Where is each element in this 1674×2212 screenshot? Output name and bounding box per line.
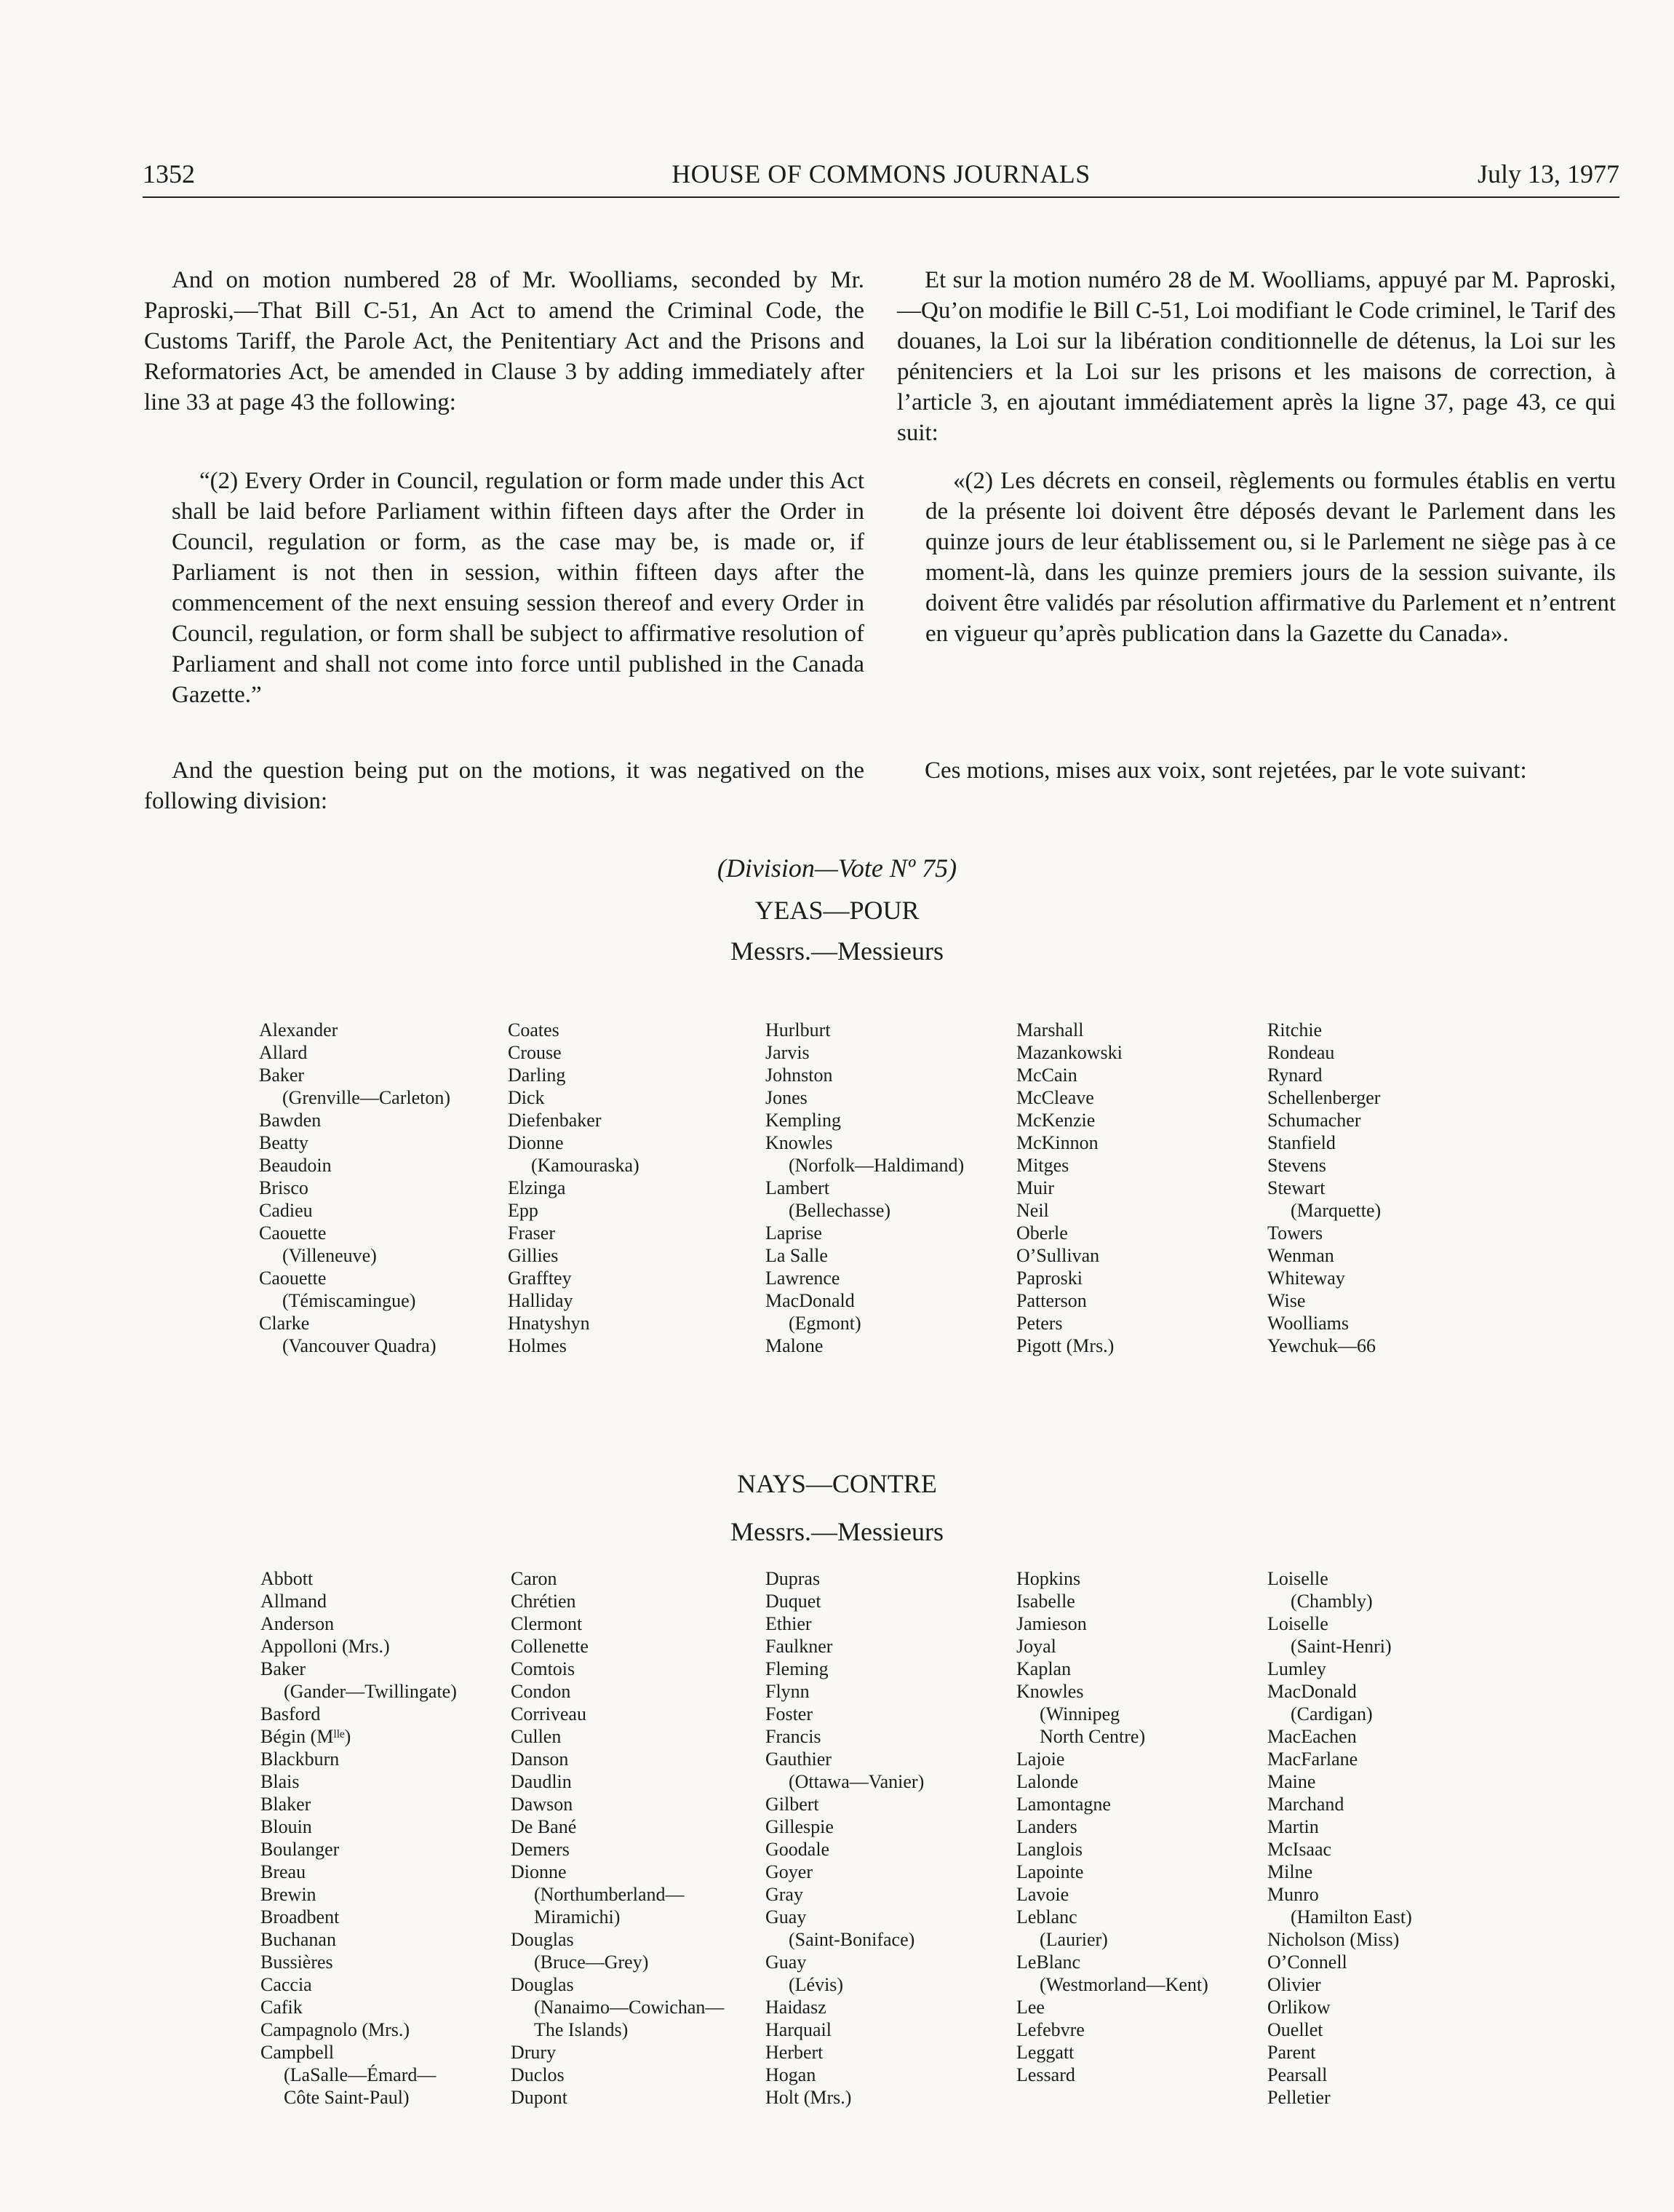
yea-member-name: (Norfolk—Haldimand) [789,1155,965,1176]
yea-member-name: O’Sullivan [1016,1245,1100,1266]
nay-member-name: Isabelle [1016,1591,1075,1612]
nay-member-name: Comtois [511,1658,575,1679]
yea-member-name: Beatty [259,1132,308,1153]
nay-member-name: Munro [1267,1884,1319,1905]
yea-member-name: Crouse [508,1042,562,1063]
yea-column [765,1019,964,1357]
nay-member-name: Lumley [1267,1658,1326,1679]
yeas-messrs-label: Messrs.—Messieurs [730,936,944,966]
nay-member-name: O’Connell [1267,1952,1347,1973]
page-number: 1352 [143,159,195,188]
nay-member-name: Gauthier [765,1748,832,1770]
nay-member-name: Lee [1016,1997,1045,2018]
yea-member-name: La Salle [765,1245,828,1266]
nay-member-name: (Nanaimo—Cowichan— [534,1997,725,2018]
yea-member-name: Coates [508,1019,559,1041]
yea-member-name: (Egmont) [789,1313,861,1334]
nay-member-name: Buchanan [260,1929,336,1950]
page-header [143,159,1619,196]
nay-member-name: The Islands) [534,2019,629,2040]
yea-member-name: Rondeau [1267,1042,1335,1063]
yea-member-name: Epp [508,1200,538,1221]
nay-member-name: Fleming [765,1658,829,1679]
yea-member-name: Malone [765,1335,824,1356]
nay-member-name: Guay [765,1906,807,1927]
nay-member-name: Douglas [511,1974,574,1995]
nay-member-name: (Laurier) [1040,1929,1108,1950]
yea-member-name: Hurlburt [765,1019,831,1041]
nay-member-name: Goyer [765,1861,813,1882]
yea-member-name: Pigott (Mrs.) [1016,1335,1115,1356]
nay-member-name: Foster [765,1703,813,1724]
nay-member-name: Parent [1267,2042,1316,2063]
nay-member-name: Lavoie [1016,1884,1069,1905]
nay-member-name: Lalonde [1016,1771,1079,1792]
nay-member-name: Ethier [765,1613,812,1634]
nay-member-name: Broadbent [260,1906,340,1927]
nay-member-name: (Gander—Twillingate) [284,1681,457,1702]
english-question: And the question being put on the motions, it was negatived on the following division: [144,757,864,814]
yea-member-name: Neil [1016,1200,1049,1221]
nay-member-name: (Winnipeg [1040,1703,1120,1724]
nay-column [260,1567,457,2109]
yea-member-name: Whiteway [1267,1268,1345,1289]
yea-member-name: Fraser [508,1222,555,1244]
nay-member-name: Gillespie [765,1816,834,1837]
nay-member-name: Flynn [765,1681,810,1702]
nay-member-name: MacDonald [1267,1681,1357,1702]
nay-member-name: Jamieson [1016,1613,1087,1634]
french-question: Ces motions, mises aux voix, sont rejetées, par le vote suivant: [925,757,1527,784]
nay-member-name: (Lévis) [789,1974,844,1995]
yea-member-name: (Vancouver Quadra) [282,1335,437,1356]
nay-member-name: Campagnolo (Mrs.) [260,2019,410,2040]
yea-member-name: (Bellechasse) [789,1200,891,1221]
yea-member-name: Stevens [1267,1155,1326,1176]
yea-member-name: McKinnon [1016,1132,1099,1153]
nay-member-name: (Northumberland— [534,1884,685,1905]
yea-member-name: Jones [765,1087,808,1108]
yea-member-name: Oberle [1016,1222,1068,1244]
nay-member-name: (Saint-Henri) [1291,1636,1392,1657]
english-quoted-amendment: “(2) Every Order in Council, regulation or form made under this Act shall be laid before Parliament within fifteen days after the Order in Council, regulation or form, as the case may be, is made or, if Parliament is not then in session, within fifteen days after the commencement of the next ensuing session thereof and every Order in Council, regulation, or form shall be subject to affirmative resolution of Parliament and shall not come into force until published in the Canada Gazette.” [172,468,864,708]
nay-member-name: Hopkins [1016,1568,1081,1589]
nay-member-name: Lajoie [1016,1748,1065,1770]
yea-member-name: Mitges [1016,1155,1069,1176]
nay-member-name: Goodale [765,1839,830,1860]
nay-member-name: Olivier [1267,1974,1321,1995]
yea-member-name: Gillies [508,1245,559,1266]
yea-member-name: Wise [1267,1290,1306,1311]
yea-column [259,1019,450,1357]
nay-member-name: Haidasz [765,1997,826,2018]
yea-member-name: Beaudoin [259,1155,332,1176]
nay-member-name: Nicholson (Miss) [1267,1929,1400,1950]
nay-member-name: LeBlanc [1016,1952,1081,1973]
nay-member-name: Danson [511,1748,569,1770]
yea-column [1016,1019,1123,1357]
nay-member-name: Gilbert [765,1794,819,1815]
nay-member-name: Baker [260,1658,306,1679]
nay-member-name: Leggatt [1016,2042,1075,2063]
nay-member-name: Caron [511,1568,557,1589]
nay-member-name: North Centre) [1040,1726,1146,1747]
yea-member-name: Kempling [765,1110,841,1131]
nay-member-name: Daudlin [511,1771,572,1792]
nay-column [511,1567,724,2109]
nay-member-name: Abbott [260,1568,314,1589]
yea-member-name: Cadieu [259,1200,313,1221]
nay-member-name: Bégin (Mˡˡᵉ) [260,1726,351,1747]
page-date: July 13, 1977 [1477,159,1619,188]
french-quoted-amendment: «(2) Les décrets en conseil, règlements ou formules établis en vertu de la présente loi doivent être déposés devant le Parlement dans les quinze jours de leur établissement ou, si le Parlement ne siège pas à ce moment-là, dans les quinze premiers jours de la session suivante, ils doivent être validés par résolution affirmative du Parlement et n’entrent en vigueur qu’après publication dans la Gazette du Canada». [925,468,1616,647]
yea-member-name: Schellenberger [1267,1087,1381,1108]
yea-member-name: Marshall [1016,1019,1084,1041]
yea-member-name: Diefenbaker [508,1110,602,1131]
nay-member-name: Milne [1267,1861,1313,1882]
yea-member-name: Jarvis [765,1042,810,1063]
nay-member-name: Landers [1016,1816,1077,1837]
nay-member-name: Ouellet [1267,2019,1323,2040]
yea-member-name: Rynard [1267,1065,1323,1086]
yea-member-name: Wenman [1267,1245,1334,1266]
yea-member-name: Dick [508,1087,545,1108]
nay-member-name: Duquet [765,1591,821,1612]
yea-member-name: Knowles [765,1132,833,1153]
nay-member-name: (LaSalle—Émard— [284,2064,437,2085]
nay-member-name: Demers [511,1839,570,1860]
yea-member-name: McCleave [1016,1087,1094,1108]
yea-member-name: Lambert [765,1177,830,1198]
nay-member-name: Condon [511,1681,571,1702]
division-heading: (Division—Vote Nº 75) [717,854,957,883]
nay-member-name: Dupras [765,1568,821,1589]
nay-member-name: Blais [260,1771,300,1792]
nay-member-name: Caccia [260,1974,312,1995]
nay-column [1016,1567,1208,2086]
nay-member-name: Dawson [511,1794,573,1815]
nay-member-name: Knowles [1016,1681,1084,1702]
nay-member-name: (Ottawa—Vanier) [789,1771,925,1792]
nay-member-name: Bussières [260,1952,333,1973]
nay-member-name: Breau [260,1861,306,1882]
nay-member-name: Herbert [765,2042,824,2063]
nay-member-name: Clermont [511,1613,583,1634]
nay-member-name: Miramichi) [534,1906,621,1927]
yea-member-name: Bawden [259,1110,322,1131]
yea-member-name: Patterson [1016,1290,1087,1311]
nay-member-name: Martin [1267,1816,1319,1837]
yea-member-name: Towers [1267,1222,1323,1244]
yea-member-name: (Grenville—Carleton) [282,1087,451,1108]
nay-member-name: (Bruce—Grey) [534,1952,649,1973]
nay-column [765,1567,924,2109]
nay-member-name: De Bané [511,1816,577,1837]
yea-member-name: Stewart [1267,1177,1326,1198]
nay-member-name: Dionne [511,1861,567,1882]
nay-member-name: Maine [1267,1771,1316,1792]
nay-member-name: Dupont [511,2087,567,2108]
yea-member-name: (Kamouraska) [531,1155,639,1176]
french-motion-intro: Et sur la motion numéro 28 de M. Woolliams, appuyé par M. Paproski,—Qu’on modifie le Bill C-51, Loi modifiant le Code criminel, le Tarif des douanes, la Loi sur la libération conditionnelle de détenus, la Loi sur les pénitenciers et la Loi sur les prisons et les maisons de correction, à l’article 3, en ajoutant immédiatement après la ligne 37, page 43, ce qui suit: [897,267,1616,446]
yea-member-name: Woolliams [1267,1313,1350,1334]
nay-member-name: Faulkner [765,1636,833,1657]
yea-member-name: Mazankowski [1016,1042,1123,1063]
nay-member-name: Chrétien [511,1591,576,1612]
nay-member-name: Allmand [260,1591,327,1612]
nay-member-name: Boulanger [260,1839,340,1860]
nay-member-name: (Cardigan) [1291,1703,1373,1724]
nay-member-name: Gray [765,1884,803,1905]
nay-member-name: (Saint-Boniface) [789,1929,915,1950]
nay-member-name: Drury [511,2042,557,2063]
nay-member-name: Guay [765,1952,807,1973]
english-motion-intro: And on motion numbered 28 of Mr. Woolliams, seconded by Mr. Paproski,—That Bill C-51, An Act to amend the Criminal Code, the Customs Tariff, the Parole Act, the Penitentiary Act and the Prisons and Reformatories Act, be amended in Clause 3 by adding immediately after line 33 at page 43 the following: [144,267,864,415]
nay-member-name: Pelletier [1267,2087,1331,2108]
yea-member-name: (Témiscamingue) [282,1290,416,1311]
nay-member-name: Francis [765,1726,821,1747]
nay-member-name: (Hamilton East) [1291,1906,1412,1927]
yea-member-name: Lawrence [765,1268,840,1289]
yea-member-name: Dionne [508,1132,564,1153]
nay-member-name: Blaker [260,1794,311,1815]
nay-member-name: Côte Saint-Paul) [284,2087,410,2108]
nay-member-name: Lessard [1016,2064,1075,2085]
yea-member-name: Hnatyshyn [508,1313,590,1334]
nay-member-name: Appolloni (Mrs.) [260,1636,390,1657]
nay-member-name: Brewin [260,1884,316,1905]
nay-member-name: MacFarlane [1267,1748,1358,1770]
yea-column [1267,1019,1381,1357]
nay-member-name: Anderson [260,1613,335,1634]
yea-member-name: Paproski [1016,1268,1083,1289]
nay-member-name: Orlikow [1267,1997,1331,2018]
yea-member-name: Grafftey [508,1268,572,1289]
nay-member-name: Collenette [511,1636,589,1657]
nay-member-name: MacEachen [1267,1726,1357,1747]
yea-member-name: Elzinga [508,1177,566,1198]
yea-member-name: Caouette [259,1268,327,1289]
nay-member-name: (Chambly) [1291,1591,1373,1612]
yea-member-name: Johnston [765,1065,833,1086]
nay-member-name: Cullen [511,1726,562,1747]
nay-member-name: (Westmorland—Kent) [1040,1974,1208,1995]
yea-member-name: Brisco [259,1177,308,1198]
yeas-heading: YEAS—POUR [754,896,920,925]
yea-member-name: Laprise [765,1222,822,1244]
yea-member-name: Caouette [259,1222,327,1244]
nay-member-name: McIsaac [1267,1839,1332,1860]
yea-member-name: Yewchuk—66 [1267,1335,1376,1356]
nay-member-name: Lapointe [1016,1861,1084,1882]
nay-column [1267,1567,1412,2109]
yea-member-name: McCain [1016,1065,1077,1086]
nay-member-name: Hogan [765,2064,816,2085]
nay-member-name: Douglas [511,1929,574,1950]
nays-heading: NAYS—CONTRE [737,1469,937,1498]
nay-member-name: Cafik [260,1997,303,2018]
yea-member-name: Halliday [508,1290,573,1311]
nay-member-name: Leblanc [1016,1906,1077,1927]
nay-member-name: Loiselle [1267,1613,1328,1634]
yea-member-name: Baker [259,1065,305,1086]
yea-member-name: Muir [1016,1177,1054,1198]
nays-messrs-label: Messrs.—Messieurs [730,1517,944,1546]
nay-member-name: Blouin [260,1816,312,1837]
yea-member-name: Darling [508,1065,566,1086]
nay-member-name: Pearsall [1267,2064,1328,2085]
nay-member-name: Blackburn [260,1748,340,1770]
yea-member-name: (Marquette) [1291,1200,1382,1221]
yea-member-name: Schumacher [1267,1110,1361,1131]
nay-member-name: Kaplan [1016,1658,1072,1679]
nay-member-name: Duclos [511,2064,565,2085]
yea-member-name: Allard [259,1042,308,1063]
yea-member-name: MacDonald [765,1290,855,1311]
nay-member-name: Lefebvre [1016,2019,1085,2040]
nay-member-name: Lamontagne [1016,1794,1111,1815]
journal-title: HOUSE OF COMMONS JOURNALS [671,159,1091,188]
yea-member-name: Clarke [259,1313,310,1334]
yea-member-name: Peters [1016,1313,1063,1334]
yea-member-name: Ritchie [1267,1019,1323,1041]
nay-member-name: Harquail [765,2019,832,2040]
yea-member-name: Alexander [259,1019,338,1041]
nay-member-name: Marchand [1267,1794,1344,1815]
header-rule [143,196,1619,198]
nay-member-name: Basford [260,1703,321,1724]
nay-member-name: Loiselle [1267,1568,1328,1589]
nay-member-name: Joyal [1016,1636,1056,1657]
yea-member-name: Holmes [508,1335,567,1356]
nay-member-name: Campbell [260,2042,335,2063]
yea-member-name: (Villeneuve) [282,1245,377,1266]
nay-member-name: Langlois [1016,1839,1083,1860]
nay-member-name: Corriveau [511,1703,586,1724]
yea-member-name: McKenzie [1016,1110,1096,1131]
nay-member-name: Holt (Mrs.) [765,2087,852,2108]
yea-column [508,1019,639,1357]
yea-member-name: Stanfield [1267,1132,1336,1153]
